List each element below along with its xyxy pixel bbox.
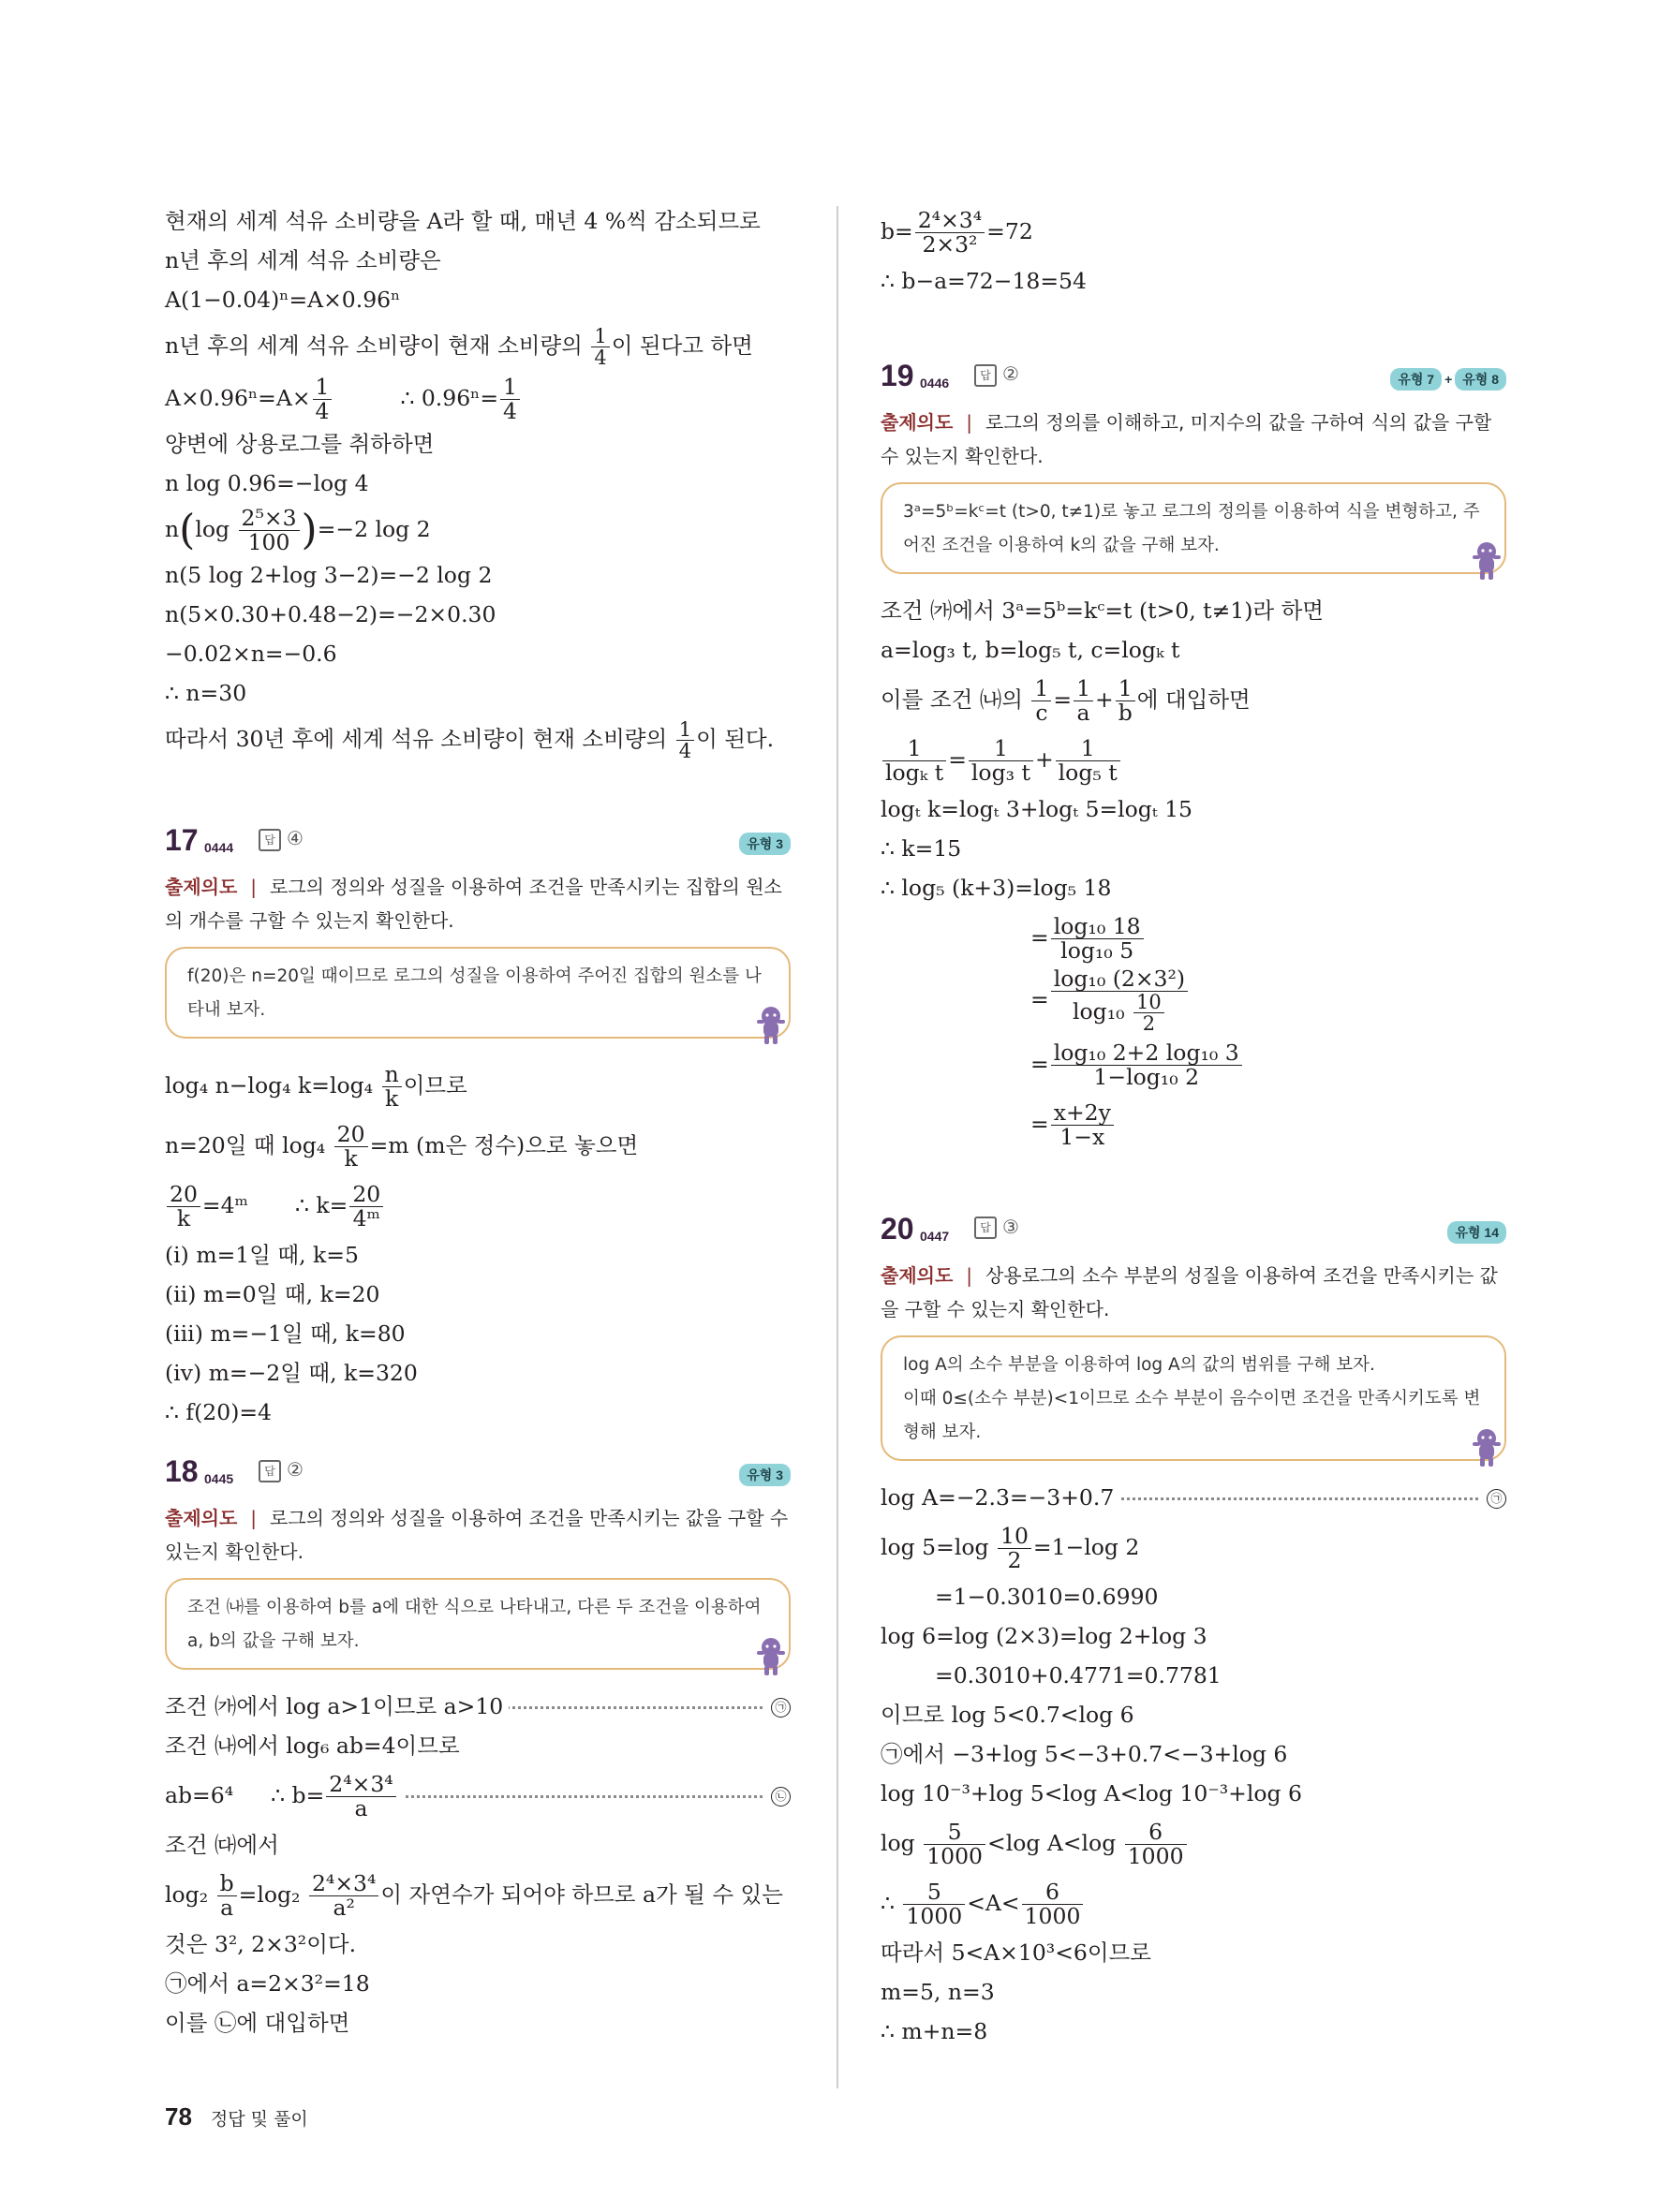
intro-fraction-line (165, 319, 791, 372)
step-11 (881, 1094, 1506, 1154)
step-8: log 10⁻³+log 5<log A<log 10⁻³+log 6 (881, 1779, 1302, 1806)
denominator (1051, 992, 1188, 1034)
denominator: log₅ t (1058, 759, 1118, 786)
denominator: 4 (678, 740, 692, 762)
denominator: 1000 (906, 1902, 963, 1929)
numerator: 1 (1116, 677, 1135, 701)
left-column (165, 201, 791, 2042)
fraction (591, 326, 609, 368)
question-19 (881, 357, 1506, 1154)
answer (259, 827, 304, 851)
conclusion-line (165, 713, 791, 765)
intent-bar: | (966, 411, 973, 434)
denominator: 4 (594, 347, 607, 369)
step-4 (881, 730, 1506, 789)
eq-line-3: n(5 log 2+log 3−2)=−2 log 2 (165, 562, 493, 588)
question-header (165, 1453, 791, 1497)
mascot-icon (1471, 1427, 1503, 1468)
case-3: (ⅲ) m=−1일 때, k=80 (165, 1320, 406, 1347)
hint-box (881, 482, 1506, 574)
case-4: (ⅳ) m=−2일 때, k=320 (165, 1360, 418, 1386)
denominator: 2 (1142, 1011, 1156, 1035)
step-3 (881, 670, 1506, 730)
fraction (1031, 677, 1051, 724)
hint-box (165, 1578, 791, 1670)
fraction (1051, 1101, 1114, 1148)
step-1: 조건 ㈎에서 3ᵃ=5ᵇ=kᶜ=t (t>0, t≠1)라 하면 (881, 597, 1324, 624)
fraction (676, 719, 694, 761)
step-8 (881, 907, 1506, 967)
numerator: 6 (1022, 1880, 1084, 1905)
denominator: 1−log₁₀ 2 (1093, 1063, 1200, 1090)
marker (1481, 1478, 1506, 1517)
denominator: a² (333, 1895, 355, 1921)
fraction (1116, 677, 1135, 724)
answer (974, 362, 1019, 387)
fraction (500, 376, 520, 422)
denominator: a (220, 1895, 234, 1921)
step-7: ∴ log₅ (k+3)=log₅ 18 (881, 875, 1112, 901)
case-1: (ⅰ) m=1일 때, k=5 (165, 1242, 359, 1268)
page-footer (165, 2102, 308, 2131)
answer-value: ③ (1002, 1215, 1019, 1238)
fraction (239, 507, 300, 553)
step-2 (881, 1517, 1506, 1577)
step-11: 따라서 5<A×10³<6이므로 (881, 1939, 1151, 1966)
numerator: 1 (882, 737, 946, 761)
text: n=20일 때 log₄ (165, 1132, 333, 1158)
answer-icon: 답 (259, 829, 281, 851)
page-title: 정답 및 풀이 (210, 2109, 308, 2130)
question-number: 19 (881, 359, 914, 392)
hint-box (881, 1335, 1506, 1461)
column-divider (837, 206, 838, 2088)
denominator: a (354, 1795, 368, 1821)
step-2 (165, 1115, 791, 1175)
denominator: 2×3² (922, 231, 978, 258)
type-tags (1447, 1221, 1506, 1244)
hint-text: f(20)은 n=20일 때이므로 로그의 성질을 이용하여 주어진 집합의 원소를 나타내 보자. (187, 966, 762, 1020)
text: ab=6⁴ (165, 1782, 234, 1808)
text: 이를 조건 ㈏의 (881, 686, 1030, 713)
denominator: 1000 (926, 1842, 983, 1869)
fraction (1074, 677, 1093, 724)
numerator: n (382, 1063, 402, 1087)
text: ∴ 0.96ⁿ= (400, 385, 499, 411)
type-tag: 유형 7 (1390, 368, 1442, 391)
eq-line-5: −0.02×n=−0.6 (165, 641, 337, 667)
numerator: 1 (1031, 677, 1051, 701)
step-6: ∴ k=15 (881, 835, 962, 862)
numerator: 20 (167, 1183, 200, 1207)
circled-mark: ㉠ (1487, 1489, 1506, 1509)
fraction (217, 1872, 237, 1919)
numerator: 5 (924, 1821, 985, 1845)
hint-text: 조건 ㈏를 이용하여 b를 a에 대한 식으로 나타내고, 다른 두 조건을 이용하여 a, b의 값을 구해 보자. (187, 1598, 762, 1651)
text: + (1034, 746, 1054, 773)
question-header (165, 821, 791, 866)
text: ∴ b= (271, 1782, 325, 1808)
fraction (969, 737, 1033, 784)
fraction (1022, 1880, 1084, 1927)
text: =72 (986, 218, 1033, 244)
denominator: log₁₀ 5 (1060, 937, 1134, 964)
answer-icon: 답 (974, 1217, 997, 1239)
intent-label: 출제의도 (165, 876, 238, 898)
denominator: logₖ t (885, 759, 944, 786)
fraction (1051, 1041, 1242, 1088)
q18-continued-1 (881, 201, 1506, 261)
fraction (1056, 737, 1120, 784)
take-log-line: 양변에 상용로그를 취하하면 (165, 431, 435, 457)
plus: + (1444, 372, 1453, 387)
type-tag: 유형 8 (1455, 368, 1506, 391)
intent (881, 406, 1506, 473)
fraction (1133, 992, 1164, 1034)
question-header (881, 1210, 1506, 1255)
marker (765, 1765, 791, 1825)
step-2: a=log₃ t, b=log₅ t, c=logₖ t (881, 637, 1180, 663)
text: = (1030, 924, 1049, 951)
step-3 (165, 1765, 791, 1825)
text: log (881, 1829, 923, 1856)
question-20 (881, 1210, 1506, 2051)
denominator: 1000 (1127, 1842, 1184, 1869)
question-code: 0445 (204, 1471, 234, 1486)
question-18 (165, 1453, 791, 2042)
result: ∴ f(20)=4 (165, 1399, 273, 1425)
step-9 (881, 1813, 1506, 1873)
numerator: 1 (313, 376, 333, 400)
answer-value: ② (1002, 362, 1019, 385)
numerator: 20 (334, 1123, 368, 1147)
answer (974, 1216, 1019, 1240)
text: log₄ n−log₄ k=log₄ (165, 1072, 380, 1099)
step-3: =1−0.3010=0.6990 (935, 1583, 1159, 1610)
step-9 (881, 967, 1506, 1034)
intent-bar: | (966, 1263, 973, 1287)
case-2: (ⅱ) m=0일 때, k=20 (165, 1281, 380, 1307)
numerator: 5 (903, 1880, 965, 1905)
text: log₂ (165, 1881, 215, 1908)
text: log₁₀ (1073, 997, 1133, 1025)
intent-label: 출제의도 (165, 1507, 238, 1529)
text: 이 자연수가 되어야 하므로 a가 될 수 있는 (380, 1881, 783, 1908)
denominator: 4 (315, 398, 330, 424)
intent-text: 상용로그의 소수 부분의 성질을 이용하여 조건을 만족시키는 값을 구할 수 있는지 확인한다. (881, 1263, 1498, 1320)
step-2: 조건 ㈏에서 log₆ ab=4이므로 (165, 1733, 460, 1759)
question-number: 18 (165, 1454, 199, 1488)
step-1 (881, 1478, 1506, 1517)
text: log 5=log (881, 1533, 996, 1560)
text (165, 1771, 404, 1821)
fraction (1051, 915, 1144, 962)
fraction (1051, 967, 1188, 1034)
eq-line-2 (165, 503, 791, 555)
step-10 (881, 1034, 1506, 1094)
intent-text: 로그의 정의와 성질을 이용하여 조건을 만족시키는 집합의 원소의 개수를 구할 수 있는지 확인한다. (165, 876, 782, 932)
text: = (1030, 985, 1049, 1012)
intent-label: 출제의도 (881, 411, 954, 434)
fraction (1125, 1821, 1187, 1867)
intent-label: 출제의도 (881, 1263, 954, 1287)
numerator: 1 (676, 719, 694, 741)
intent (881, 1259, 1506, 1326)
type-tags (1390, 368, 1506, 391)
text: 따라서 30년 후에 세계 석유 소비량이 현재 소비량의 (165, 726, 674, 752)
type-tag: 유형 3 (739, 833, 791, 855)
text: <A< (967, 1889, 1020, 1916)
denominator: 2 (1007, 1546, 1022, 1573)
step-12: m=5, n=3 (881, 1978, 995, 2005)
right-column (881, 201, 1506, 2051)
intent-text: 로그의 정의와 성질을 이용하여 조건을 만족시키는 값을 구할 수 있는지 확인한다. (165, 1507, 789, 1563)
denominator: k (176, 1205, 191, 1231)
answer-value: ② (287, 1458, 304, 1481)
step-5: =0.3010+0.4771=0.7781 (935, 1661, 1222, 1688)
eq-line-1: n log 0.96=−log 4 (165, 470, 369, 496)
numerator: log₁₀ 2+2 log₁₀ 3 (1051, 1041, 1242, 1066)
text: ∴ k= (294, 1192, 348, 1218)
numerator: log₁₀ (2×3²) (1051, 967, 1188, 992)
numerator: 1 (500, 376, 520, 400)
q18-continued-2: ∴ b−a=72−18=54 (881, 268, 1087, 294)
denominator: 100 (247, 529, 290, 555)
text: =−2 log 2 (317, 516, 431, 542)
step-1 (165, 1687, 791, 1726)
page-number: 78 (165, 2102, 192, 2131)
paren-close: ) (301, 506, 318, 554)
fraction (915, 209, 985, 256)
step-4: log 6=log (2×3)=log 2+log 3 (881, 1622, 1207, 1649)
fraction (309, 1872, 378, 1919)
answer-icon: 답 (259, 1460, 281, 1482)
denominator: log₃ t (970, 759, 1030, 786)
numerator: x+2y (1051, 1101, 1114, 1126)
numerator: 2⁴×3⁴ (915, 209, 985, 233)
eq-line-4: n(5×0.30+0.48−2)=−2×0.30 (165, 601, 496, 627)
text: = (1030, 1050, 1049, 1077)
text: log (195, 516, 230, 542)
numerator: 1 (591, 326, 609, 347)
denominator: c (1035, 700, 1048, 726)
marker (765, 1687, 791, 1726)
numerator: 1 (1056, 737, 1120, 761)
step-13: ∴ m+n=8 (881, 2017, 988, 2044)
fraction (882, 737, 946, 784)
fraction (313, 376, 333, 422)
step-7: ㉠에서 −3+log 5<−3+0.7<−3+log 6 (881, 1740, 1288, 1767)
text: <log A<log (987, 1829, 1123, 1856)
answer-value: ④ (287, 827, 304, 849)
denominator: k (385, 1085, 399, 1112)
text: = (948, 746, 967, 773)
type-tag: 유형 14 (1447, 1221, 1506, 1244)
intent-bar: | (250, 1507, 258, 1529)
step-5 (165, 1865, 791, 1924)
question-17 (165, 821, 791, 1432)
text: 에 대입하면 (1136, 686, 1251, 713)
text: A×0.96ⁿ=A× (165, 385, 311, 411)
text: n (165, 516, 180, 542)
answer (259, 1458, 304, 1482)
eq-line-6: ∴ n=30 (165, 680, 247, 706)
text: =1−log 2 (1032, 1533, 1140, 1560)
text: = (1030, 1110, 1049, 1137)
intent (165, 1501, 791, 1569)
text: + (1095, 686, 1114, 713)
numerator: 6 (1125, 1821, 1187, 1845)
fraction (924, 1821, 985, 1867)
step-8: 이를 ㉡에 대입하면 (165, 2010, 350, 2036)
hint-text: log A의 소수 부분을 이용하여 log A의 값의 범위를 구해 보자. (903, 1354, 1375, 1375)
text: =4ᵐ (201, 1192, 248, 1218)
type-tags (739, 833, 791, 855)
denominator: b (1118, 700, 1133, 726)
numerator: 2⁵×3 (239, 507, 300, 531)
fraction (167, 1183, 200, 1230)
step-7: ㉠에서 a=2×3²=18 (165, 1970, 370, 1997)
denominator: 4 (503, 398, 517, 424)
numerator: log₁₀ 18 (1051, 915, 1144, 939)
mascot-icon (755, 1005, 787, 1046)
numerator: 20 (349, 1183, 383, 1207)
type-tag: 유형 3 (739, 1464, 791, 1486)
question-code: 0444 (204, 840, 234, 855)
step-3 (165, 1175, 791, 1235)
numerator: 2⁴×3⁴ (309, 1872, 378, 1896)
equation-a (165, 372, 791, 424)
numerator: 10 (1133, 992, 1164, 1013)
text: ∴ (881, 1889, 902, 1916)
hint-text: 이때 0≤(소수 부분)<1이므로 소수 부분이 음수이면 조건을 만족시키도록 변형해 보자. (903, 1388, 1481, 1442)
text: b= (881, 218, 913, 244)
step-10 (881, 1873, 1506, 1933)
step-4: 조건 ㈐에서 (165, 1832, 279, 1858)
text: log A=−2.3=−3+0.7 (881, 1484, 1119, 1511)
numerator: b (217, 1872, 237, 1896)
fraction (382, 1063, 402, 1110)
question-code: 0446 (920, 376, 950, 391)
text: 이므로 (403, 1072, 467, 1099)
intent (165, 870, 791, 937)
question-code: 0447 (920, 1228, 950, 1244)
step-6: 것은 3², 2×3²이다. (165, 1931, 357, 1957)
numerator: 1 (969, 737, 1033, 761)
denominator: 1−x (1059, 1123, 1105, 1150)
step-6: 이므로 log 5<0.7<log 6 (881, 1701, 1134, 1728)
text: = (1053, 686, 1073, 713)
text: 이 된다. (696, 726, 775, 752)
hint-text: 3ᵃ=5ᵇ=kᶜ=t (t>0, t≠1)로 놓고 로그의 정의를 이용하여 식을 변형하고, 주어진 조건을 이용하여 k의 값을 구해 보자. (903, 502, 1480, 555)
circled-mark: ㉠ (771, 1698, 791, 1718)
intro-line-1: 현재의 세계 석유 소비량을 A라 할 때, 매년 4 %씩 감소되므로 (165, 208, 761, 234)
type-tags (739, 1464, 791, 1486)
intro-line-3: A(1−0.04)ⁿ=A×0.96ⁿ (165, 287, 401, 313)
fraction (349, 1183, 383, 1230)
circled-mark: ㉡ (771, 1787, 791, 1806)
fraction (326, 1773, 395, 1820)
numerator: 1 (1074, 677, 1093, 701)
intro-line-2: n년 후의 세계 석유 소비량은 (165, 247, 441, 273)
denominator: k (344, 1145, 358, 1172)
answer-icon: 답 (974, 364, 997, 387)
question-number: 20 (881, 1211, 914, 1246)
step-1 (165, 1055, 791, 1115)
intent-text: 로그의 정의를 이해하고, 미지수의 값을 구하여 식의 값을 구할 수 있는지 확인한다. (881, 411, 1492, 467)
text: 이 된다고 하면 (611, 332, 753, 359)
text: n년 후의 세계 석유 소비량이 현재 소비량의 (165, 332, 590, 359)
fraction (998, 1525, 1031, 1571)
question-header (881, 357, 1506, 402)
numerator: 2⁴×3⁴ (326, 1773, 395, 1797)
fraction (903, 1880, 965, 1927)
text: =log₂ (238, 1881, 307, 1908)
intent-bar: | (250, 876, 258, 898)
denominator: 1000 (1024, 1902, 1081, 1929)
text: 조건 ㈎에서 log a>1이므로 a>10 (165, 1693, 509, 1719)
mascot-icon (1471, 540, 1503, 582)
denominator: 4ᵐ (352, 1205, 380, 1231)
question-number: 17 (165, 823, 199, 857)
numerator: 10 (998, 1525, 1031, 1549)
text: =m (m은 정수)으로 놓으면 (369, 1132, 639, 1158)
hint-box (165, 947, 791, 1039)
fraction (334, 1123, 368, 1170)
paren-open: ( (179, 506, 196, 554)
step-5: logₜ k=logₜ 3+logₜ 5=logₜ 15 (881, 796, 1193, 822)
mascot-icon (755, 1636, 787, 1677)
denominator: a (1076, 700, 1090, 726)
